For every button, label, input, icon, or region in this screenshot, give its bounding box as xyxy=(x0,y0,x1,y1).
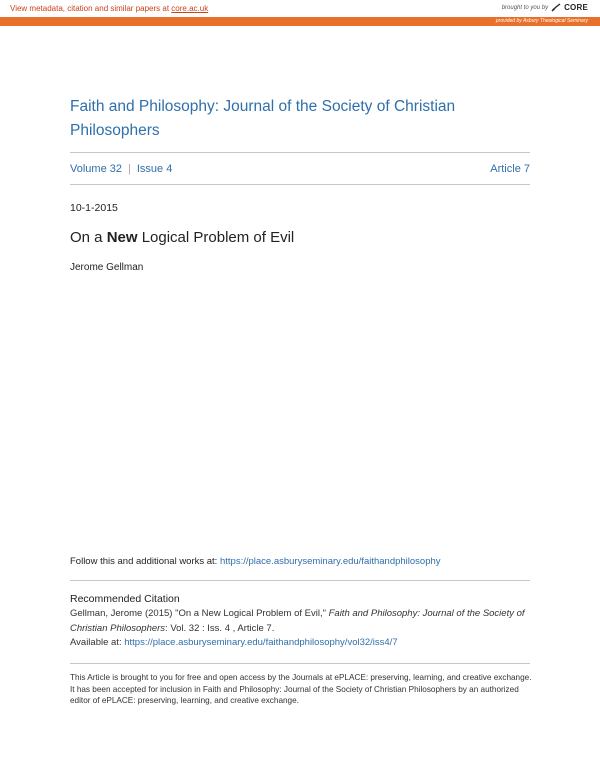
available-at-label: Available at: xyxy=(70,637,125,648)
access-notice: This Article is brought to you for free and open access by the Journals at ePLACE: preserving, learning, and creative exchange. It has been accepted for inclusion in Faith and Philosophy: Journal of the Society of Christian Philosophers by an authorized editor of ePLACE: preserving, learning, and creative exchange. xyxy=(70,673,532,705)
follow-link[interactable]: https://place.asburyseminary.edu/faithandphilosophy xyxy=(219,556,441,567)
divider xyxy=(70,580,530,581)
article-title xyxy=(70,229,294,246)
brought-by-text: brought to you by xyxy=(501,4,549,11)
citation-block xyxy=(70,607,532,651)
divider xyxy=(70,663,530,664)
volume-link[interactable]: Volume 32 xyxy=(70,163,122,175)
divider xyxy=(70,152,530,153)
citation-journal: Faith and Philosophy: Journal of the Society of Christian Philosophers xyxy=(70,608,525,634)
title-bold-word: New xyxy=(106,229,138,246)
title-prefix: On a xyxy=(70,229,107,246)
core-topbar xyxy=(0,0,600,18)
volume-issue-row xyxy=(70,163,530,175)
citation-link[interactable]: https://place.asburyseminary.edu/faithandphilosophy/vol32/iss4/7 xyxy=(124,637,398,648)
core-metadata-notice xyxy=(10,4,208,13)
citation-volume: : Vol. 32 : Iss. 4 , Article 7. xyxy=(165,622,275,634)
journal-title[interactable]: Faith and Philosophy: Journal of the Society of Christian Philosophers xyxy=(70,98,456,139)
core-label: CORE xyxy=(564,3,588,12)
article-link[interactable]: Article 7 xyxy=(490,163,530,175)
title-suffix: Logical Problem of Evil xyxy=(137,229,295,246)
divider xyxy=(70,184,530,185)
core-notice-text: View metadata, citation and similar papers at xyxy=(10,4,172,13)
issue-link[interactable]: Issue 4 xyxy=(136,163,173,175)
separator: | xyxy=(127,163,131,175)
recommended-citation-heading: Recommended Citation xyxy=(70,593,180,605)
provider-bar xyxy=(0,17,600,26)
core-logo-icon xyxy=(551,3,561,12)
provided-by-text: provided by Asbury Theological Seminary xyxy=(495,18,588,24)
citation-text: Gellman, Jerome (2015) "On a New Logical Problem of Evil," xyxy=(70,608,329,619)
publication-date: 10-1-2015 xyxy=(70,202,118,214)
author-name: Jerome Gellman xyxy=(70,262,144,273)
follow-line xyxy=(70,556,441,567)
core-link[interactable]: core.ac.uk xyxy=(171,4,209,13)
core-branding xyxy=(502,3,588,12)
follow-text: Follow this and additional works at: xyxy=(70,556,220,567)
